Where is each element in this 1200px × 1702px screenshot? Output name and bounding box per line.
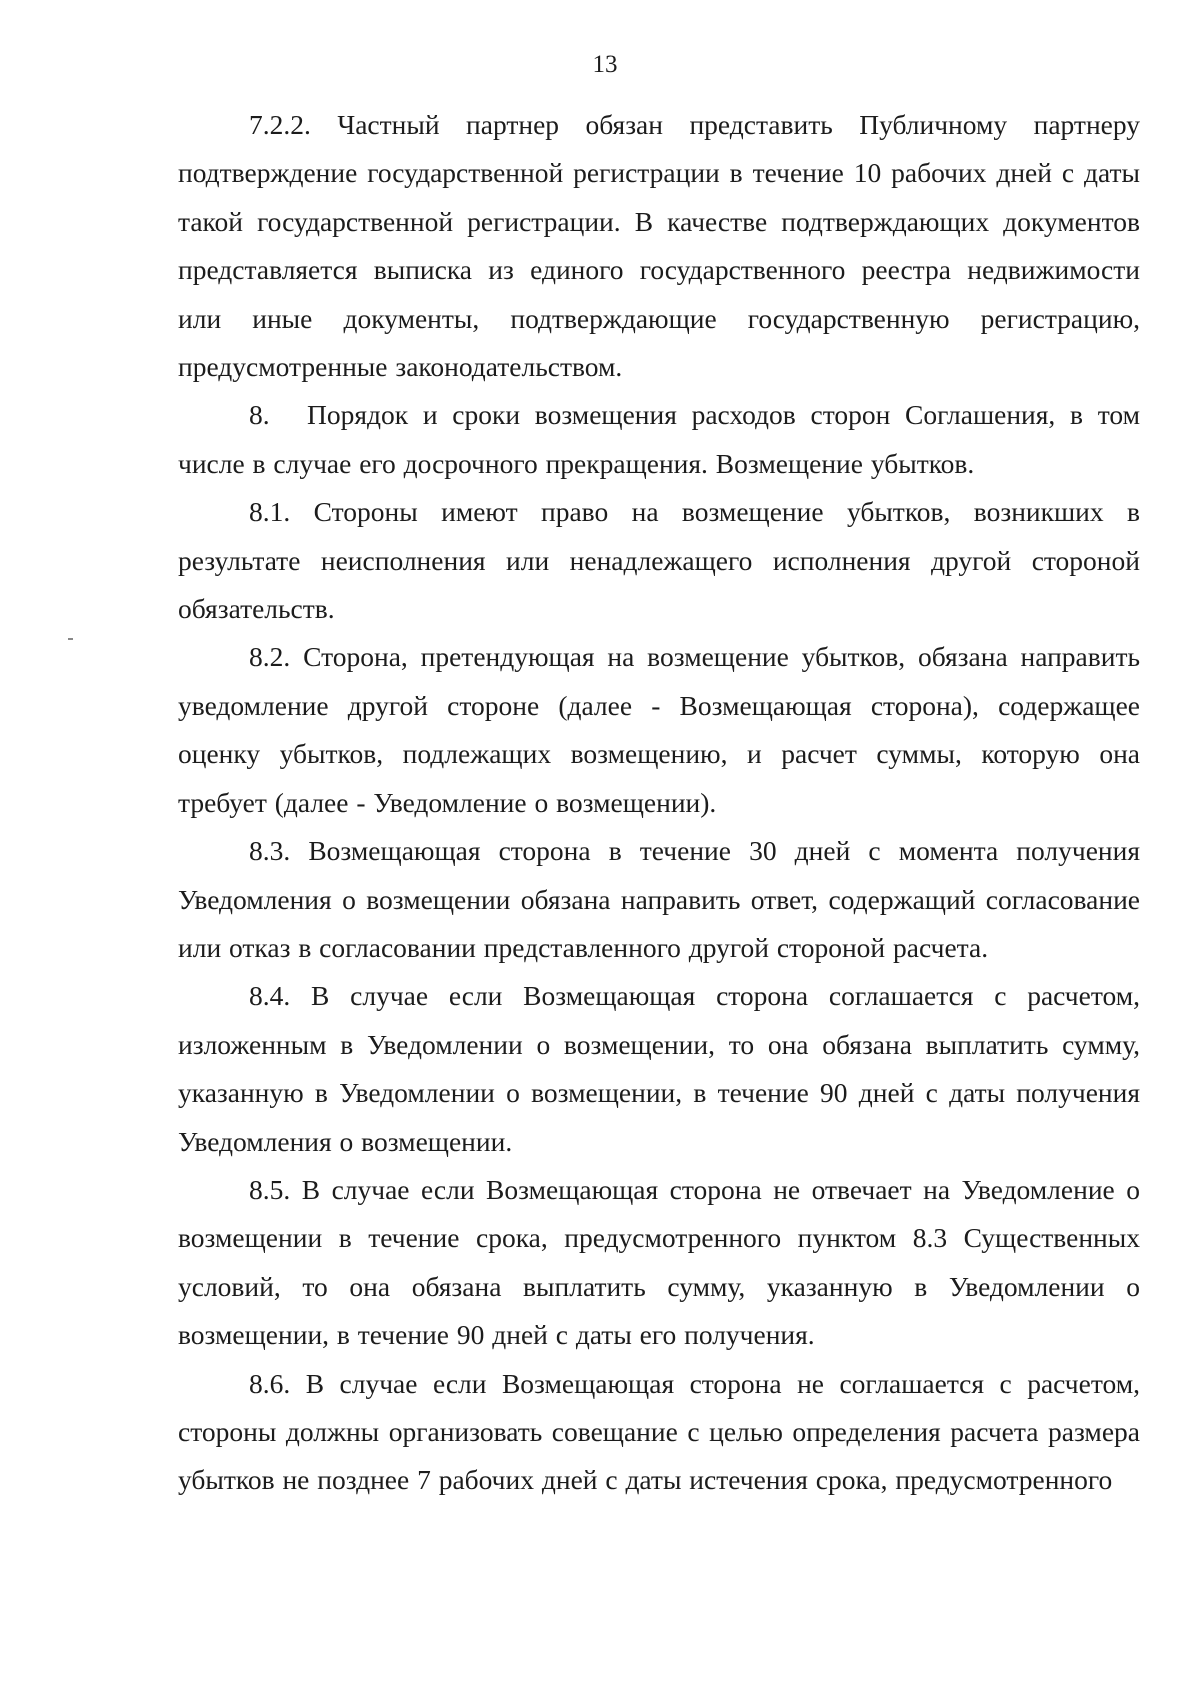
paragraph-text: В случае если Возмещающая сторона не отвечает на Уведомление о возмещении в течение срока, предусмотренного пунктом 8.3 Существенных условий, то она обязана выплатить сумму, указанную в Уведомлении о возмещении, в течение 90 дней с даты его получения.	[178, 1173, 1141, 1351]
paragraph-8-5	[178, 1166, 1140, 1360]
paragraph-8-4	[178, 972, 1140, 1166]
paragraph-number: 8.	[249, 399, 270, 431]
paragraph-text: Частный партнер обязан представить Публичному партнеру подтверждение государственной регистрации в течение 10 рабочих дней с даты такой государственной регистрации. В качестве подтверждающих документов представляется выписка из единого государственного реестра недвижимости или иные документы, подтверждающие государственную регистрацию, предусмотренные законодательством.	[178, 109, 1141, 383]
section-heading-8	[178, 391, 1140, 488]
paragraph-8-6	[178, 1360, 1140, 1505]
paragraph-text: В случае если Возмещающая сторона не соглашается с расчетом, стороны должны организовать совещание с целью определения расчета размера убытков не позднее 7 рабочих дней с даты истечения срока, предусмотренного	[178, 1367, 1141, 1496]
page-number: 13	[592, 51, 618, 78]
paragraph-text: Порядок и сроки возмещения расходов сторон Соглашения, в том числе в случае его досрочного прекращения. Возмещение убытков.	[178, 399, 1140, 479]
document-body	[178, 101, 1140, 1505]
paragraph-8-3	[178, 827, 1140, 972]
scan-artifact	[68, 638, 73, 640]
paragraph-text: Сторона, претендующая на возмещение убытков, обязана направить уведомление другой стороне (далее - Возмещающая сторона), содержащее оценку убытков, подлежащих возмещению, и расчет суммы, которую она требует (далее - Уведомление о возмещении).	[178, 641, 1141, 818]
paragraph-number: 8.2.	[249, 641, 291, 673]
paragraph-number: 8.1.	[249, 496, 291, 528]
paragraph-number: 8.5.	[249, 1173, 291, 1205]
paragraph-8-1	[178, 488, 1140, 633]
paragraph-number: 7.2.2.	[249, 109, 311, 140]
paragraph-8-2	[178, 633, 1140, 827]
paragraph-text: Стороны имеют право на возмещение убытков, возникших в результате неисполнения или ненадлежащего исполнения другой стороной обязательств.	[178, 496, 1140, 625]
paragraph-text: Возмещающая сторона в течение 30 дней с момента получения Уведомления о возмещении обязана направить ответ, содержащий согласование или отказ в согласовании представленного другой стороной расчета.	[178, 835, 1140, 963]
paragraph-7-2-2	[178, 101, 1140, 391]
paragraph-number: 8.6.	[249, 1367, 291, 1399]
paragraph-number: 8.3.	[249, 835, 291, 867]
paragraph-number: 8.4.	[249, 980, 291, 1012]
paragraph-text: В случае если Возмещающая сторона соглашается с расчетом, изложенным в Уведомлении о возмещении, то она обязана выплатить сумму, указанную в Уведомлении о возмещении, в течение 90 дней с даты получения Уведомления о возмещении.	[178, 980, 1140, 1157]
